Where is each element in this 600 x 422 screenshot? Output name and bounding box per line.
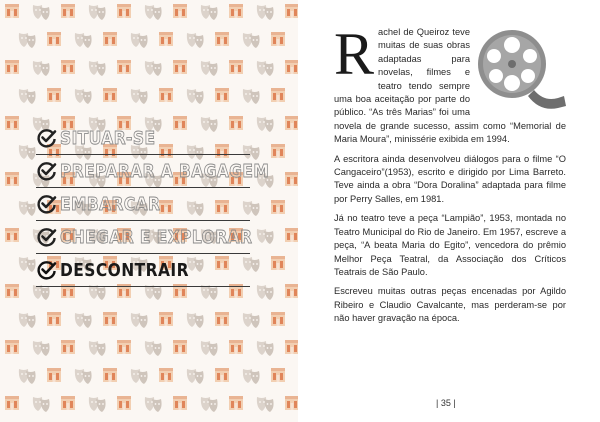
theater-masks-icon [187, 369, 204, 384]
theater-masks-icon [19, 369, 36, 384]
theater-masks-icon [187, 89, 204, 104]
checklist-item-descontrair[interactable] [36, 254, 250, 287]
theater-building-icon [285, 60, 298, 74]
theater-building-icon [159, 32, 173, 46]
theater-building-icon [5, 116, 19, 130]
theater-building-icon [285, 4, 298, 18]
theater-masks-icon [201, 61, 218, 76]
theater-masks-icon [187, 33, 204, 48]
theater-building-icon [5, 60, 19, 74]
theater-building-icon [285, 172, 298, 186]
checklist-item-embarcar[interactable] [36, 188, 250, 221]
theater-masks-icon [19, 89, 36, 104]
checklist-item-preparar-a-bagagem[interactable] [36, 155, 270, 188]
theater-masks-icon [89, 285, 106, 300]
paragraph: A escritora ainda desenvolveu diálogos para o filme “O Cangaceiro”(1953), escrito e dirigido por Lima Barreto. Teve ainda a obra “Dora Doralina” adaptada para filme por Perry Salles, em 1981. [334, 153, 566, 204]
theater-building-icon [229, 396, 243, 410]
theater-building-icon [5, 172, 19, 186]
theater-building-icon [103, 312, 117, 326]
theater-masks-icon [19, 145, 36, 160]
theater-masks-icon [243, 33, 260, 48]
theater-building-icon [285, 284, 298, 298]
theater-building-icon [271, 256, 285, 270]
checklist-label: CHEGAR E EXPLORAR [60, 226, 253, 248]
theater-building-icon [215, 32, 229, 46]
theater-masks-icon [33, 285, 50, 300]
theater-masks-icon [257, 397, 274, 412]
theater-masks-icon [89, 341, 106, 356]
paragraph: achel de Queiroz teve muitas de suas obras adaptadas para novelas, filmes e teatro tendo sempre uma boa aceitação por parte do público. “As três Marias” foi uma novela de grande sucesso, assim como “Memorial de Maria Moura”, minissérie exibida em 1994. [334, 27, 566, 145]
theater-building-icon [229, 340, 243, 354]
theater-masks-icon [243, 313, 260, 328]
theater-building-icon [5, 396, 19, 410]
check-circle-icon [36, 127, 58, 149]
check-circle-icon [36, 226, 58, 248]
theater-masks-icon [19, 313, 36, 328]
theater-building-icon [103, 88, 117, 102]
theater-masks-icon [257, 341, 274, 356]
theater-building-icon [47, 368, 61, 382]
theater-building-icon [173, 340, 187, 354]
theater-building-icon [271, 32, 285, 46]
theater-building-icon [271, 88, 285, 102]
theater-building-icon [285, 228, 298, 242]
theater-masks-icon [145, 397, 162, 412]
theater-building-icon [159, 88, 173, 102]
checklist-item-chegar-e-explorar[interactable] [36, 221, 253, 254]
theater-building-icon [5, 340, 19, 354]
theater-masks-icon [131, 313, 148, 328]
theater-building-icon [285, 340, 298, 354]
checklist-item-situar-se[interactable] [36, 122, 250, 155]
theater-masks-icon [33, 5, 50, 20]
theater-masks-icon [201, 285, 218, 300]
theater-masks-icon [75, 33, 92, 48]
theater-building-icon [61, 60, 75, 74]
theater-masks-icon [257, 285, 274, 300]
theater-masks-icon [145, 61, 162, 76]
theater-masks-icon [89, 397, 106, 412]
theater-masks-icon [19, 257, 36, 272]
theater-building-icon [173, 60, 187, 74]
theater-building-icon [271, 312, 285, 326]
theater-masks-icon [257, 117, 274, 132]
theater-masks-icon [201, 397, 218, 412]
theater-masks-icon [33, 397, 50, 412]
theater-building-icon [103, 368, 117, 382]
drop-cap: R [334, 21, 375, 87]
film-reel-icon [474, 26, 566, 112]
theater-masks-icon [131, 89, 148, 104]
checklist-label: EMBARCAR [60, 193, 161, 215]
right-page [302, 0, 600, 422]
check-circle-icon [36, 259, 58, 281]
theater-building-icon [173, 396, 187, 410]
theater-masks-icon [75, 313, 92, 328]
theater-building-icon [215, 88, 229, 102]
theater-masks-icon [257, 61, 274, 76]
theater-masks-icon [201, 341, 218, 356]
theater-building-icon [61, 340, 75, 354]
theater-masks-icon [89, 5, 106, 20]
theater-building-icon [271, 200, 285, 214]
theater-masks-icon [33, 61, 50, 76]
theater-masks-icon [201, 5, 218, 20]
theater-building-icon [215, 312, 229, 326]
theater-masks-icon [145, 5, 162, 20]
theater-masks-icon [131, 369, 148, 384]
theater-masks-icon [19, 201, 36, 216]
theater-building-icon [173, 4, 187, 18]
theater-masks-icon [33, 341, 50, 356]
theater-building-icon [47, 312, 61, 326]
theater-masks-icon [19, 33, 36, 48]
theater-building-icon [215, 368, 229, 382]
theater-building-icon [47, 88, 61, 102]
theater-masks-icon [89, 61, 106, 76]
theater-building-icon [159, 368, 173, 382]
theater-masks-icon [257, 229, 274, 244]
theater-building-icon [229, 60, 243, 74]
theater-masks-icon [243, 369, 260, 384]
theater-building-icon [271, 144, 285, 158]
theater-building-icon [117, 4, 131, 18]
check-circle-icon [36, 193, 58, 215]
page-number: | 35 | [436, 398, 456, 408]
theater-building-icon [5, 4, 19, 18]
theater-building-icon [117, 396, 131, 410]
theater-masks-icon [257, 5, 274, 20]
checklist-label: SITUAR-SE [60, 127, 156, 149]
theater-masks-icon [75, 369, 92, 384]
theater-masks-icon [131, 33, 148, 48]
check-circle-icon [36, 160, 58, 182]
theater-building-icon [285, 116, 298, 130]
article-body [334, 21, 566, 332]
left-page [0, 0, 298, 422]
theater-building-icon [5, 228, 19, 242]
theater-building-icon [61, 4, 75, 18]
theater-building-icon [117, 340, 131, 354]
theater-building-icon [159, 312, 173, 326]
checklist [36, 122, 270, 287]
checklist-label: PREPARAR A BAGAGEM [60, 160, 270, 182]
theater-building-icon [47, 32, 61, 46]
theater-building-icon [285, 396, 298, 410]
checklist-label: DESCONTRAIR [60, 259, 189, 281]
theater-masks-icon [145, 341, 162, 356]
theater-masks-icon [187, 313, 204, 328]
theater-building-icon [117, 60, 131, 74]
theater-masks-icon [243, 89, 260, 104]
theater-building-icon [5, 284, 19, 298]
paragraph: Já no teatro teve a peça “Lampião”, 1953, montada no Teatro Municipal do Rio de Janeiro. Em 1957, escreve a peça, “A beata Maria do Egito”, vencedora do prêmio Melhor Peça Teatral, da Associação dos Críticos Teatrais de São Paulo. [334, 213, 566, 277]
paragraph: Escreveu muitas outras peças encenadas por Agildo Ribeiro e Claudio Cavalcante, mas perderam-se por não haver gravação na época. [334, 286, 566, 324]
theater-building-icon [61, 396, 75, 410]
theater-masks-icon [75, 89, 92, 104]
theater-building-icon [229, 4, 243, 18]
theater-building-icon [271, 368, 285, 382]
theater-building-icon [103, 32, 117, 46]
theater-masks-icon [145, 285, 162, 300]
